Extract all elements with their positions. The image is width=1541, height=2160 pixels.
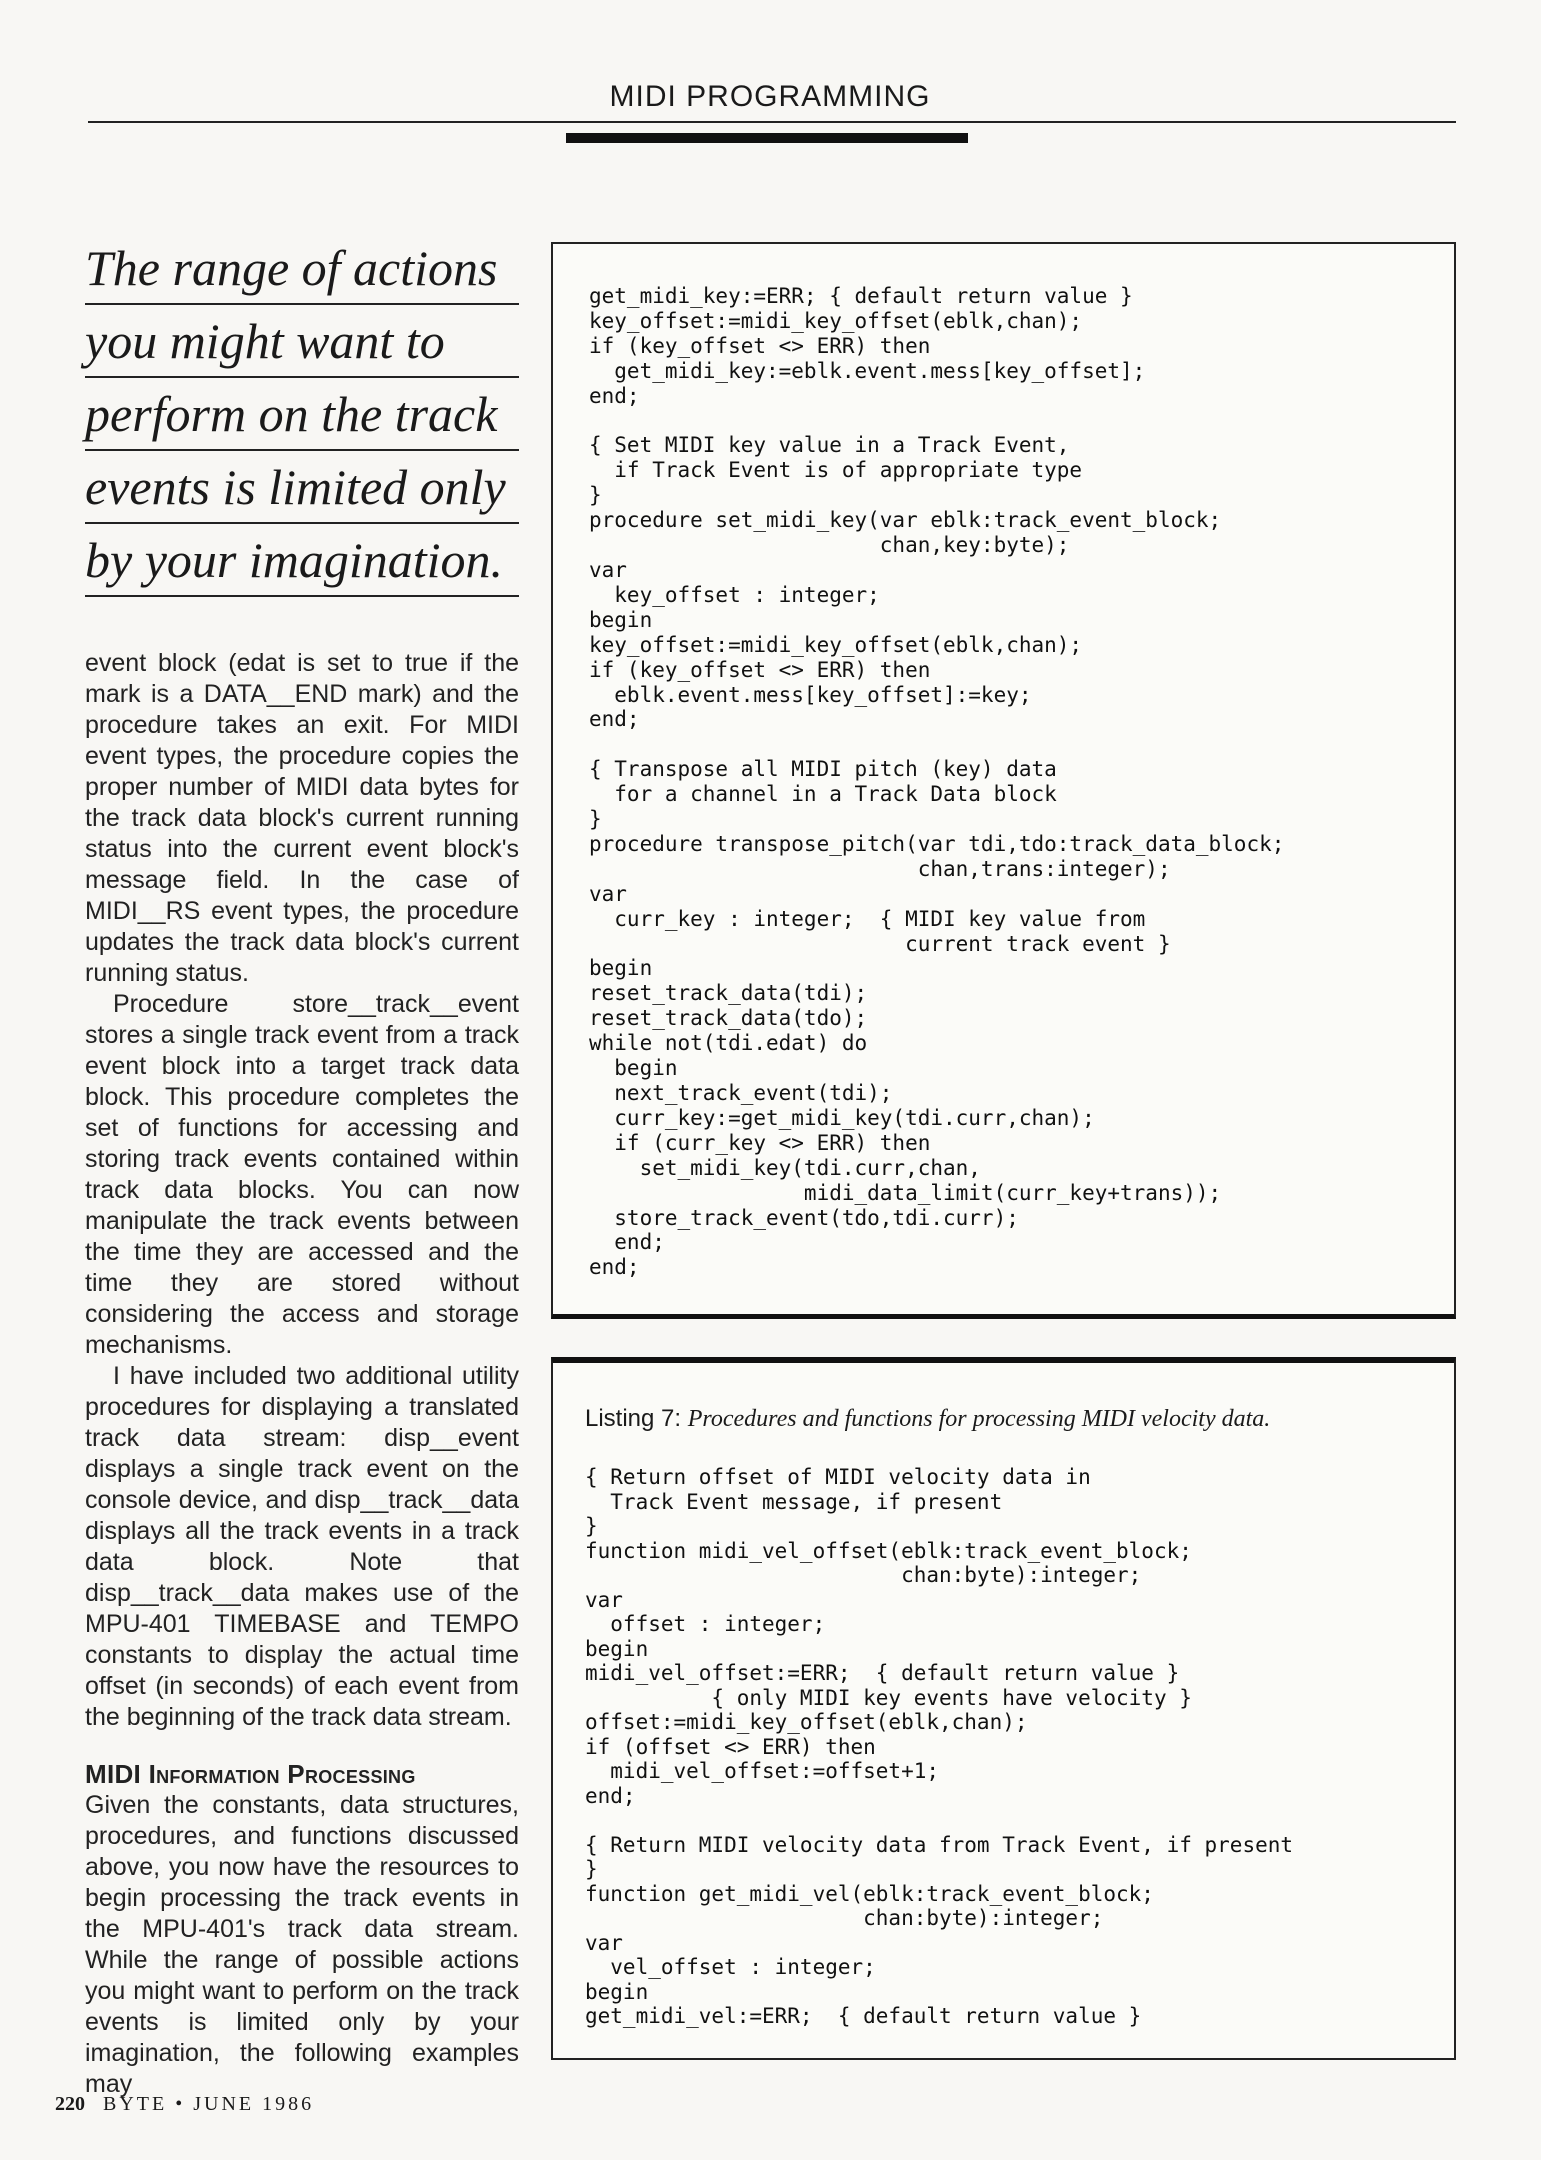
pull-quote	[85, 232, 519, 597]
listing-caption	[585, 1405, 1270, 1433]
publication-info: BYTE • JUNE 1986	[103, 2093, 315, 2115]
code-listing-continued	[551, 242, 1456, 1319]
body-paragraph: event block (edat is set to true if the mark is a DATA__END mark) and the procedure takes an exit. For MIDI event types, the procedure copies the proper number of MIDI data bytes for the track data block's current running status into the current event block's message field. In the case of MIDI__RS event types, the procedure updates the track data block's current running status.	[85, 649, 519, 987]
code-block: { Return offset of MIDI velocity data in Track Event message, if present } function midi_vel_offset(eblk:track_event_block; chan:byte):integer; var offset : integer; begin midi_vel_offset:=ERR; { default return value } { only MIDI key events have velocity } offset:=midi_key_offset(eblk,chan); if (offset <> ERR) then midi_vel_offset:=offset+1; end; { Return MIDI velocity data from Track Event, if present } function get_midi_vel(eblk:track_event_block; chan:byte):integer; var vel_offset : integer; begin get_midi_vel:=ERR; { default return value }	[585, 1465, 1294, 2028]
listing-description: Procedures and functions for processing MIDI velocity data.	[687, 1406, 1271, 1432]
pull-quote-line: events is limited only	[85, 451, 519, 524]
body-paragraph: Procedure store__track__event stores a single track event from a track event block into a target track data block. This procedure completes the set of functions for accessing and storing track events contained within track data blocks. You can now manipulate the track events between the time they are accessed and the time they are stored without considering the access and storage mechanisms.	[85, 990, 519, 1359]
header-rule	[88, 121, 1456, 123]
code-block: get_midi_key:=ERR; { default return value } key_offset:=midi_key_offset(eblk,chan); if (key_offset <> ERR) then get_midi_key:=eblk.event.mess[key_offset]; end; { Set MIDI key value in a Track Event, if Track Event is of appropriate type } procedure set_midi_key(var eblk:track_event_block; chan,key:byte); var key_offset : integer; begin key_offset:=midi_key_offset(eblk,chan); if (key_offset <> ERR) then eblk.event.mess[key_offset]:=key; end; { Transpose all MIDI pitch (key) data for a channel in a Track Data block } procedure transpose_pitch(var tdi,tdo:track_data_block; chan,trans:integer); var curr_key : integer; { MIDI key value from current track event } begin reset_track_data(tdi); reset_track_data(tdo); while not(tdi.edat) do begin next_track_event(tdi); curr_key:=get_midi_key(tdi.curr,chan); if (curr_key <> ERR) then set_midi_key(tdi.curr,chan, midi_data_limit(curr_key+trans)); store_track_event(tdo,tdi.curr); end; end;	[589, 284, 1285, 1280]
pull-quote-line: you might want to	[85, 305, 519, 378]
article-body	[85, 648, 519, 2100]
body-paragraph: I have included two additional utility procedures for displaying a translated track data stream: disp__event displays a single track event on the console device, and disp__track__data displays all the track events in a track data block. Note that disp__track__data makes use of the MPU-401 TIMEBASE and TEMPO constants to display the actual time offset (in seconds) of each event from the beginning of the track data stream.	[85, 1362, 519, 1731]
header-accent-bar	[566, 133, 968, 143]
pull-quote-line: The range of actions	[85, 232, 519, 305]
body-paragraph: Given the constants, data structures, procedures, and functions discussed above, you now have the resources to begin processing the track events in the MPU-401's track data stream. While the range of possible actions you might want to perform on the track events is limited only by your imagination, the following examples may	[85, 1791, 519, 2098]
listing-7-box	[551, 1357, 1456, 2060]
pull-quote-line: perform on the track	[85, 378, 519, 451]
section-heading: MIDI Information Processing	[85, 1759, 416, 1789]
pull-quote-line: by your imagination.	[85, 524, 519, 597]
page-number: 220	[55, 2093, 85, 2115]
section-title: MIDI PROGRAMMING	[609, 80, 931, 113]
listing-label: Listing 7:	[585, 1405, 682, 1432]
page-footer	[55, 2093, 314, 2116]
